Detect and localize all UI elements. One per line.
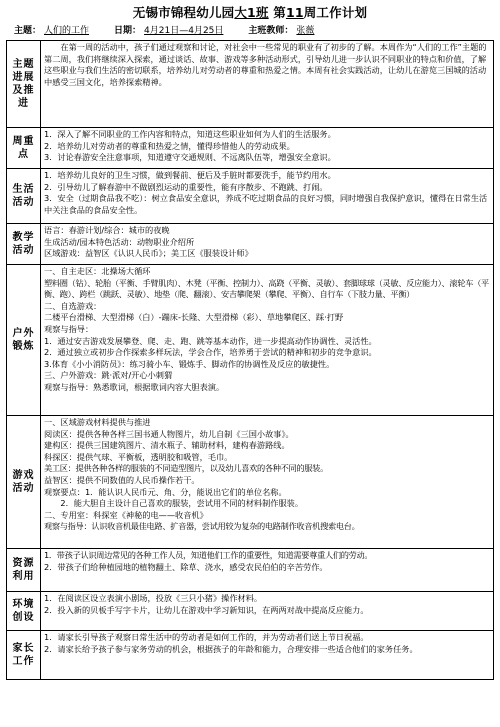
list-item: 语言：春游计划/综合：城市的夜晚: [44, 225, 170, 235]
row-label-life: 生活活动: [7, 169, 41, 224]
page-title: [6, 4, 494, 24]
list-item: 观察与指导：熟悉歌词，根据歌词内容大胆表演。: [44, 381, 225, 392]
table-row: [7, 592, 494, 631]
row-label-teaching: 教学活动: [7, 224, 41, 265]
list-item: 一、区域游戏材料提供与推进: [44, 417, 151, 427]
list-item: 1．培养幼儿良好的卫生习惯，做到餐前、便后及手脏时都要洗手，能节约用水。: [44, 170, 336, 180]
plan-table: [6, 40, 494, 680]
row-label-parents: 家长工作: [7, 631, 41, 680]
list-item: 一、自主走区：北操场大循环: [44, 266, 151, 276]
table-row: [7, 224, 494, 265]
teaching-cell: [41, 224, 494, 265]
list-item: 2．投入新的贝板手写字卡片，让幼儿在游戏中学习新知识，在两两对战中提高反应能力。: [44, 604, 369, 615]
list-item: 益智区：提供不同数值的人民币操作若干。: [44, 474, 200, 485]
list-item: 3.体育《小小消防员》：练习骑小车、锻炼手、脚动作的协调性及反应的敏捷性。: [44, 358, 335, 369]
date-value: 4月21日—4月25日: [144, 26, 224, 36]
list-item: 在第一周的活动中，孩子们通过观察和讨论，对社会中一些常见的职业有了初步的了解。本周作为“人们的工作”主题的第二周，我们将继续深入探索，通过谈话、故事、游戏等多种活动形式，引导幼儿进一步认识不同职业的特点和价值，了解这些职业与我们生活的密切联系，培养幼儿对劳动者的尊重和热爱之情。本周有社会实践活动，让幼儿在游览三国城的活动中感受三国文化，培养探索精神。: [44, 42, 487, 87]
resources-cell: [41, 549, 494, 592]
list-item: 2．能大胆自主设计自己喜欢的服装，尝试用不同的材料制作服装。: [60, 498, 304, 509]
theme-field: [14, 24, 92, 40]
teacher-label: 主班教师：: [248, 26, 294, 36]
school-name: 无锡市锦程幼儿园: [132, 5, 235, 20]
week-prefix: 第: [273, 5, 286, 20]
table-row: [7, 265, 494, 416]
table-row: [7, 128, 494, 169]
date-field: [114, 24, 226, 40]
life-cell: [41, 169, 494, 224]
parents-cell: [41, 631, 494, 680]
list-item: 建构区：提供三国建筑图片、清水瓶子、辅助材料，建构春游路线。: [44, 440, 290, 451]
row-label-environment: 环境创设: [7, 592, 41, 631]
list-item: 1．在阅读区设立表演小剧场，投放《三只小猪》操作材料。: [44, 593, 263, 603]
list-item: 塑料圈（钻）、轮胎（平衡、手臂肌肉）、木凳（平衡、控制力）、高跷（平衡、灵敏）、套脚球球（灵敏、反应能力）、滚轮车（平衡、跑）、跨栏（跳跃、灵敏）、地垫（爬、翻滚）、安吉攀爬架（攀爬、平衡）、自行车（下肢力量、平衡）: [44, 277, 489, 300]
title-suffix: 周工作计划: [303, 5, 368, 20]
teacher-field: [248, 24, 317, 40]
list-item: 三、户外游戏：跳·派对/开心小刺猬: [44, 370, 173, 381]
plan-meta: [6, 24, 494, 40]
list-item: 3．安全（过期食品我不吃）：树立食品安全意识，养成不吃过期食品的良好习惯，同时增强自我保护意识，懂得在日常生活中关注食品的食品安全性。: [44, 193, 488, 215]
table-row: [7, 549, 494, 592]
table-row: [7, 631, 494, 680]
row-label-outdoor: 户外锻炼: [7, 265, 41, 416]
list-item: 2．引导幼儿了解春游中不做剧烈运动的重要性，能有序散步、不跑跳、打闹。: [44, 181, 328, 192]
list-item: 观察与指导：认识收音机最佳电路、扩音器，尝试用较为复杂的电路制作收音机搜索电台。: [44, 521, 360, 532]
theme-label: 主题：: [14, 26, 42, 36]
list-item: 科探区：提供气球、平衡板，透明胶和吸管，毛巾。: [44, 451, 233, 462]
list-item: 观察与指导：: [44, 323, 94, 334]
list-item: 二、专用室：科探室《神秘的电——收音机》: [44, 509, 208, 520]
list-item: 美工区：提供各种各样的服装的不同造型图片，以及幼儿喜欢的各种不同的服装。: [44, 463, 328, 474]
game-cell: [41, 416, 494, 549]
list-item: 区域游戏：益智区《认识人民币》；美工区《服装设计师》: [44, 248, 253, 259]
list-item: 二、自选游戏：: [44, 300, 102, 311]
theme-value: 人们的工作: [44, 26, 90, 36]
teacher-value: 张薇: [296, 26, 315, 36]
list-item: 生成活动/园本特色活动：动物职业介绍所: [44, 236, 195, 247]
table-row: [7, 416, 494, 549]
focus-cell: [41, 128, 494, 169]
class-name: 大1班: [234, 5, 269, 20]
list-item: 2．请家长给予孩子参与家务劳动的机会，根据孩子的年龄和能力，合理安排一些适合他们的家务任务。: [44, 643, 418, 654]
table-row: [7, 41, 494, 128]
date-label: 日期：: [114, 26, 142, 36]
list-item: 2．通过独立或初步合作探索多样玩法，学会合作，培养勇于尝试的精神和初步的竞争意识。: [44, 347, 377, 358]
list-item: 2．带孩子们给种植园地的植物翻土、除草、浇水，感受农民伯伯的辛苦劳作。: [44, 561, 328, 572]
list-item: 二楼平台滑梯、大型滑梯（白）-蹦床-长隆、大型滑梯（彩）、草地攀爬区、踩·打野: [44, 312, 344, 323]
list-item: 观察要点：1．能认识人民币元、角、分，能说出它们的单位名称。: [44, 486, 287, 497]
theme-progress-cell: [41, 41, 494, 128]
list-item: 阅读区：提供各种各样三国书通人物图片，幼儿自制《三国小故事》。: [44, 428, 294, 439]
row-label-game: 游戏活动: [7, 416, 41, 549]
table-row: [7, 169, 494, 224]
list-item: 1．通过安吉游戏发展攀登、爬、走、跑、跳等基本动作，进一步提高动作协调性、灵活性。: [44, 335, 377, 346]
outdoor-cell: [41, 265, 494, 416]
list-item: 1．深入了解不同职业的工作内容和特点，知道这些职业如何为人们的生活服务。: [44, 129, 336, 139]
row-label-resources: 资源利用: [7, 549, 41, 592]
environment-cell: [41, 592, 494, 631]
row-label-focus: 周重点: [7, 128, 41, 169]
list-item: 1．带孩子认识周边常见的各种工作人员，知道他们工作的重要性，知道需要尊重人们的劳动。: [44, 550, 373, 560]
week-number: 11: [285, 5, 304, 20]
list-item: 3．讨论春游安全注意事项，知道遵守交通规则、不远离队伍等，增强安全意识。: [44, 152, 336, 163]
list-item: 1．请家长引导孩子观察日常生活中的劳动者是如何工作的，并为劳动者们送上节日祝福。: [44, 632, 369, 642]
list-item: 2．培养幼儿对劳动者的尊重和热爱之情，懂得珍惜他人的劳动成果。: [44, 140, 295, 151]
row-label-theme-progress: 主题进展及推进: [7, 41, 41, 128]
